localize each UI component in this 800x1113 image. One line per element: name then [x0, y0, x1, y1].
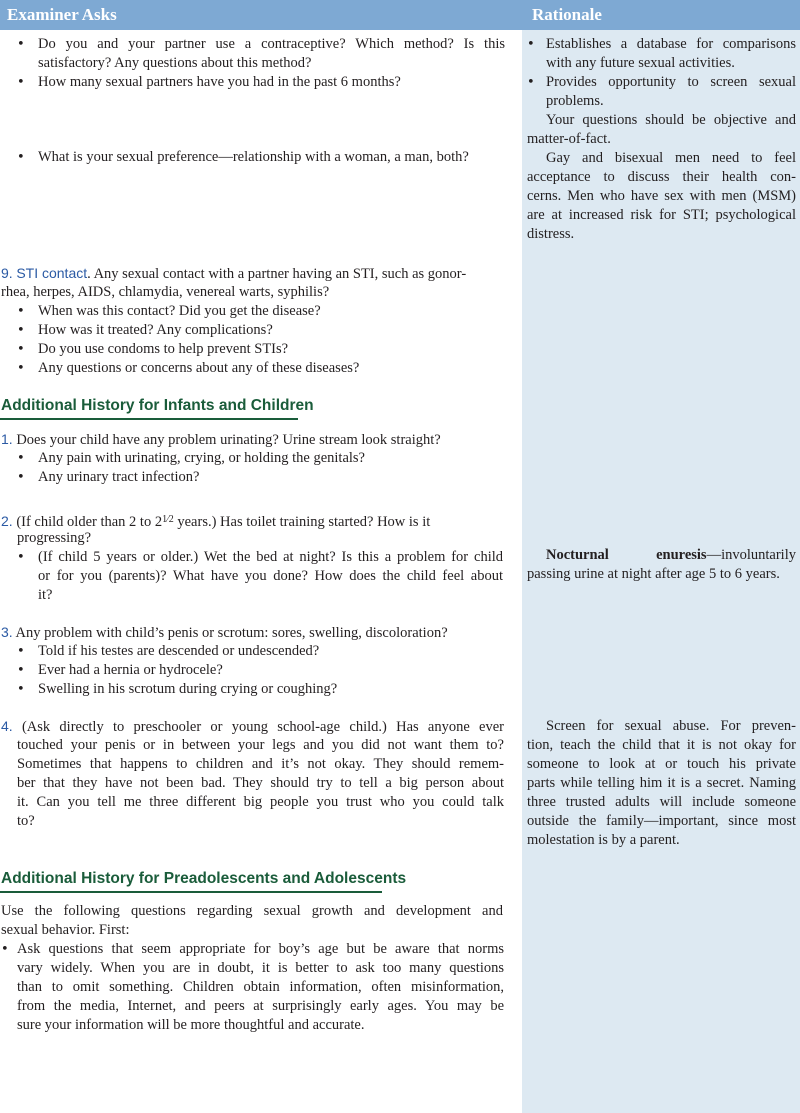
question-4: [1, 717, 504, 737]
bullet-icon: •: [17, 304, 25, 319]
intro-line: Use the following questions regarding sexual growth and development and: [1, 903, 503, 919]
rationale-line: molestation is by a parent.: [527, 832, 680, 848]
rationale-heading: Rationale: [532, 5, 602, 24]
bullet-icon: •: [17, 451, 25, 466]
question-line: touched your penis or in between your legs and you did not want them to?: [17, 737, 504, 753]
bullet-icon: •: [527, 75, 535, 90]
question-text: (Ask directly to preschooler or young school-age child.) Has anyone ever: [21, 719, 505, 735]
bullet-icon: •: [17, 682, 25, 697]
bullet-icon: •: [17, 361, 25, 376]
guidance-line: Ask questions that seem appropriate for boy’s age but be aware that norms: [17, 941, 504, 957]
sti-label: STI contact: [16, 265, 88, 281]
sti-bullet: When was this contact? Did you get the disease?: [38, 303, 321, 319]
rationale-line: Establishes a database for comparisons: [546, 36, 796, 52]
question-text: (If child older than 2 to 2: [16, 514, 163, 530]
item-number: 3.: [1, 624, 13, 640]
item-number: 2.: [1, 513, 13, 529]
rationale-line: Your questions should be objective and: [546, 112, 796, 128]
sti-bullet: Do you use condoms to help prevent STIs?: [38, 341, 289, 357]
item-number: 4.: [1, 718, 13, 734]
examiner-asks-heading: Examiner Asks: [7, 5, 117, 24]
question-bullet: Told if his testes are descended or undescended?: [38, 643, 320, 659]
sti-line: rhea, herpes, AIDS, chlamydia, venereal warts, syphilis?: [1, 284, 330, 300]
rationale-line: outside the family—important, since most: [527, 813, 796, 829]
rationale-line: tion, teach the child that it is not okay for: [527, 737, 796, 753]
question-text: Does your child have any problem urinating? Urine stream look straight?: [16, 432, 441, 448]
heading-rule: [0, 891, 382, 893]
question-line: satisfactory? Any questions about this method?: [38, 55, 312, 71]
rationale-line: parts while telling him it is a secret. Naming: [527, 775, 796, 791]
rationale-line: cerns. Men who have sex with men (MSM): [527, 188, 796, 204]
guidance-line: sure your information will be more thoughtful and accurate.: [17, 1017, 365, 1033]
table-header: [0, 0, 800, 30]
question-bullet: Swelling in his scrotum during crying or coughing?: [38, 681, 338, 697]
bullet-icon: •: [1, 942, 9, 957]
rationale-line: passing urine at night after age 5 to 6 years.: [527, 566, 780, 582]
enuresis-rationale: [546, 546, 796, 565]
rationale-line: matter-of-fact.: [527, 131, 611, 147]
guidance-line: than to omit something. Children obtain information, often misinformation,: [17, 979, 504, 995]
rationale-line: are at increased risk for STI; psychological: [527, 207, 796, 223]
question-bullet: Ever had a hernia or hydrocele?: [38, 662, 223, 678]
rationale-line: Gay and bisexual men need to feel: [546, 150, 796, 166]
sti-bullet: Any questions or concerns about any of these diseases?: [38, 360, 360, 376]
rationale-line: with any future sexual activities.: [546, 55, 735, 71]
guidance-line: from the media, Internet, and peers at surprisingly early ages. You may be: [17, 998, 504, 1014]
bullet-icon: •: [17, 150, 25, 165]
question-line: What is your sexual preference—relationship with a woman, a man, both?: [38, 149, 469, 165]
bullet-icon: •: [17, 37, 25, 52]
question-text: Any problem with child’s penis or scrotum: sores, swelling, discoloration?: [15, 625, 448, 641]
question-line: progressing?: [17, 530, 92, 546]
question-line: it. Can you tell me three different big people you trust who you could talk: [17, 794, 504, 810]
heading-rule: [0, 418, 298, 420]
fraction: 1⁄2: [162, 514, 174, 525]
rationale-line: three trusted adults will include someone: [527, 794, 796, 810]
bullet-icon: •: [17, 644, 25, 659]
question-line: How many sexual partners have you had in the past 6 months?: [38, 74, 401, 90]
bullet-icon: •: [527, 37, 535, 52]
guidance-line: vary widely. When you are in doubt, it is better to ask too many questions: [17, 960, 504, 976]
rationale-line: Provides opportunity to screen sexual: [546, 74, 796, 90]
sti-line: . Any sexual contact with a partner having an STI, such as gonor-: [87, 266, 467, 282]
rationale-text: —involuntarily: [706, 547, 796, 563]
section-heading-infants: Additional History for Infants and Children: [1, 397, 314, 414]
question-bullet: Any urinary tract infection?: [38, 469, 200, 485]
rationale-line: distress.: [527, 226, 575, 242]
bullet-icon: •: [17, 75, 25, 90]
question-text: years.) Has toilet training started? How is it: [173, 514, 431, 530]
bullet-icon: •: [17, 550, 25, 565]
question-bullet: it?: [38, 587, 53, 603]
question-line: ber that they have not been bad. They should try to tell a big person about: [17, 775, 504, 791]
rationale-line: Screen for sexual abuse. For preven-: [546, 718, 796, 734]
item-number: 9.: [1, 265, 13, 281]
rationale-line: acceptance to discuss their health con-: [527, 169, 796, 185]
question-bullet: (If child 5 years or older.) Wet the bed at night? Is this a problem for child: [38, 549, 503, 565]
section-heading-adolescents: Additional History for Preadolescents and Adolescents: [1, 870, 407, 887]
question-bullet: Any pain with urinating, crying, or holding the genitals?: [38, 450, 365, 466]
question-line: Do you and your partner use a contraceptive? Which method? Is this: [38, 36, 505, 52]
intro-line: sexual behavior. First:: [1, 922, 130, 938]
question-3: [1, 623, 448, 643]
question-bullet: or for you (parents)? What have you done? How does the child feel about: [38, 568, 503, 584]
sti-bullet: How was it treated? Any complications?: [38, 322, 273, 338]
rationale-line: someone to look at or touch his private: [527, 756, 796, 772]
sti-question: [1, 264, 466, 284]
bullet-icon: •: [17, 323, 25, 338]
question-1: [1, 430, 441, 450]
question-line: to?: [17, 813, 35, 829]
bullet-icon: •: [17, 342, 25, 357]
question-line: Sometimes that happens to children and it’s not okay. They should remem-: [17, 756, 504, 772]
term: Nocturnal enuresis: [546, 547, 707, 563]
bullet-icon: •: [17, 663, 25, 678]
rationale-line: problems.: [546, 93, 604, 109]
item-number: 1.: [1, 431, 13, 447]
bullet-icon: •: [17, 470, 25, 485]
